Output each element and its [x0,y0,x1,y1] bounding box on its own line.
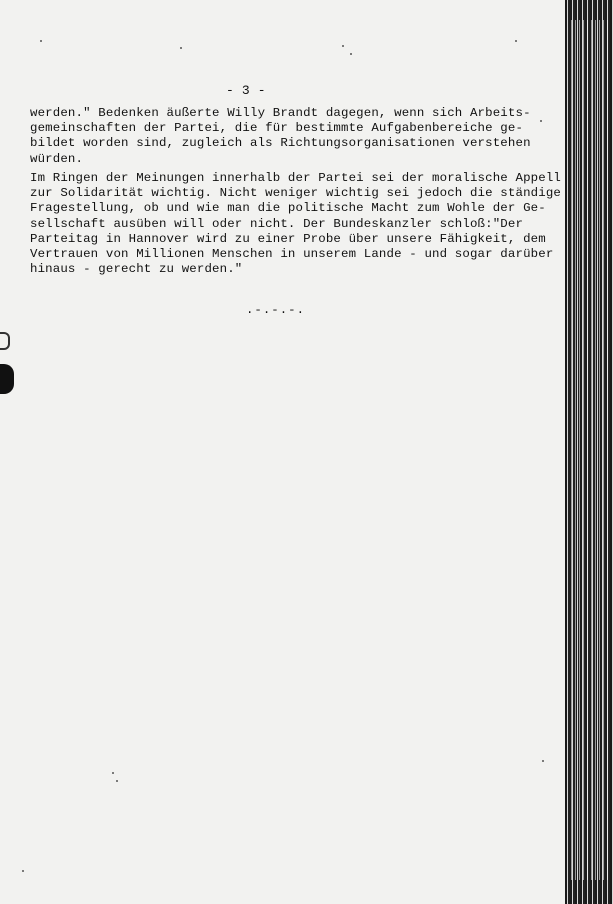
paragraph-2-line-4: sellschaft ausüben will oder nicht. Der Bundeskanzler schloß:"Der [30,216,524,231]
speck [40,40,42,42]
punch-hole [0,364,14,394]
paragraph-1-line-1: werden." Bedenken äußerte Willy Brandt dagegen, wenn sich Arbeits- [30,106,531,120]
paragraph-1-line-2: gemeinschaften der Partei, die für bestimmte Aufgabenbereiche ge- [30,121,524,136]
speck [515,40,517,42]
paragraph-1-line-3: bildet worden sind, zugleich als Richtungsorganisationen verstehen [30,136,531,151]
paragraph-2-line-1: Im Ringen der Meinungen innerhalb der Partei sei der moralische Appell [30,171,561,185]
speck [342,45,344,47]
end-mark: .-.-.-. [246,303,306,317]
speck [542,760,544,762]
paragraph-2-line-7: hinaus - gerecht zu werden." [30,262,243,277]
speck [180,47,182,49]
speck [116,780,118,782]
paragraph-1-line-4: würden. [30,151,84,166]
page-edges [565,0,613,904]
paragraph-2-line-5: Parteitag in Hannover wird zu einer Probe über unsere Fähigkeit, dem [30,231,546,246]
speck [112,772,114,774]
speck [350,53,352,55]
speck [22,870,24,872]
speck [540,120,542,122]
paragraph-2-line-3: Fragestellung, ob und wie man die politische Macht zum Wohle der Ge- [30,201,546,216]
paragraph-2-line-2: zur Solidarität wichtig. Nicht weniger wichtig sei jedoch die ständige [30,186,561,201]
page-number: - 3 - [226,83,266,98]
paragraph-2 [30,171,561,277]
paragraph-1 [30,106,531,167]
paragraph-2-line-6: Vertrauen von Millionen Menschen in unserem Lande - und sogar darüber [30,247,554,262]
margin-mark [0,332,10,350]
